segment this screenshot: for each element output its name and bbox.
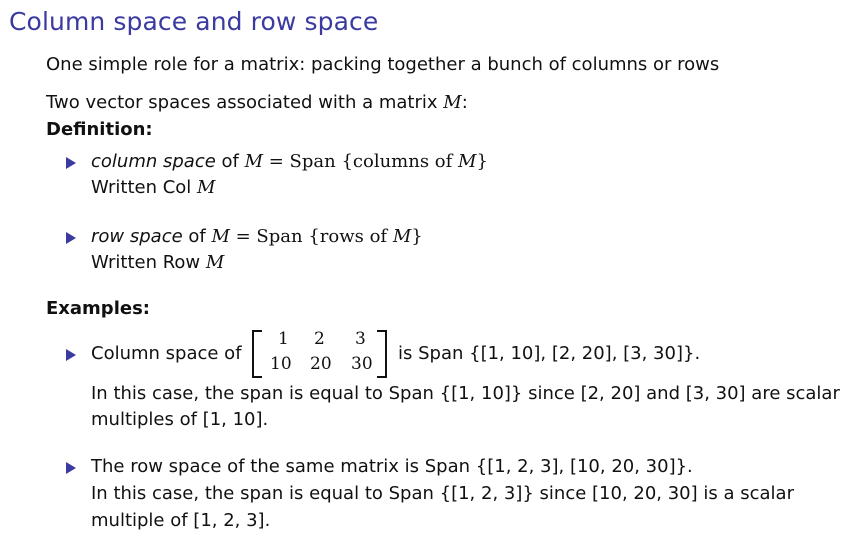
example-2-line-1: The row space of the same matrix is Span {[1, 2, 3], [10, 20, 30]}.	[91, 456, 693, 477]
matrix-left-bracket	[252, 330, 262, 378]
intro-line-2	[46, 92, 468, 114]
row-space-close: }	[411, 226, 423, 247]
column-space-mid: of	[215, 151, 245, 172]
row-space-written-text: Written Row	[91, 252, 206, 273]
matrix-right-bracket	[377, 330, 387, 378]
definition-row-space	[91, 226, 423, 248]
intro-line-2-suffix: :	[461, 92, 468, 113]
bullet-icon	[66, 232, 76, 244]
example-1-line-3: multiples of [1, 10].	[91, 409, 269, 430]
slide-title: Column space and row space	[9, 7, 379, 36]
example-1-prefix: Column space of	[91, 343, 242, 364]
example-2-line-2: In this case, the span is equal to Span {[1, 2, 3]} since [10, 20, 30] is a scalar	[91, 483, 794, 504]
matrix-cell: 10	[270, 354, 292, 374]
matrix-cell: 1	[278, 329, 289, 349]
column-space-written-text: Written Col	[91, 177, 198, 198]
column-space-equation: = Span {columns of	[263, 151, 459, 172]
column-space-symbol: M	[244, 151, 264, 172]
matrix-cell: 20	[310, 354, 332, 374]
row-space-mid: of	[182, 226, 212, 247]
column-space-written-symbol: M	[197, 177, 216, 198]
example-2-line-3: multiple of [1, 2, 3].	[91, 510, 271, 531]
row-space-written	[91, 252, 224, 274]
row-space-symbol: M	[211, 226, 230, 247]
column-space-close-symbol: M	[458, 151, 477, 172]
row-space-equation: = Span {rows of	[229, 226, 393, 247]
example-1-line-2: In this case, the span is equal to Span {[1, 10]} since [2, 20] and [3, 30] are scalar	[91, 383, 840, 404]
definition-column-space	[91, 151, 488, 173]
example-1-suffix	[398, 343, 700, 365]
intro-line-2-text: Two vector spaces associated with a matrix	[46, 92, 444, 113]
row-space-term: row space	[91, 226, 183, 247]
example-1-suffix-text: is Span {[1, 10], [2, 20], [3, 30]}.	[398, 343, 701, 364]
matrix-cell: 2	[314, 329, 325, 349]
matrix-symbol: M	[443, 92, 462, 113]
column-space-term: column space	[91, 151, 216, 172]
row-space-written-symbol: M	[205, 252, 225, 273]
bullet-icon	[66, 157, 76, 169]
matrix	[252, 330, 387, 378]
bullet-icon	[66, 349, 76, 361]
column-space-written	[91, 177, 215, 199]
intro-line-1: One simple role for a matrix: packing together a bunch of columns or rows	[46, 54, 720, 75]
row-space-close-symbol: M	[392, 226, 412, 247]
bullet-icon	[66, 462, 76, 474]
definition-heading: Definition:	[46, 119, 153, 140]
matrix-cell: 3	[355, 329, 366, 349]
examples-heading: Examples:	[46, 298, 150, 319]
matrix-cell: 30	[351, 354, 373, 374]
column-space-close: }	[476, 151, 488, 172]
